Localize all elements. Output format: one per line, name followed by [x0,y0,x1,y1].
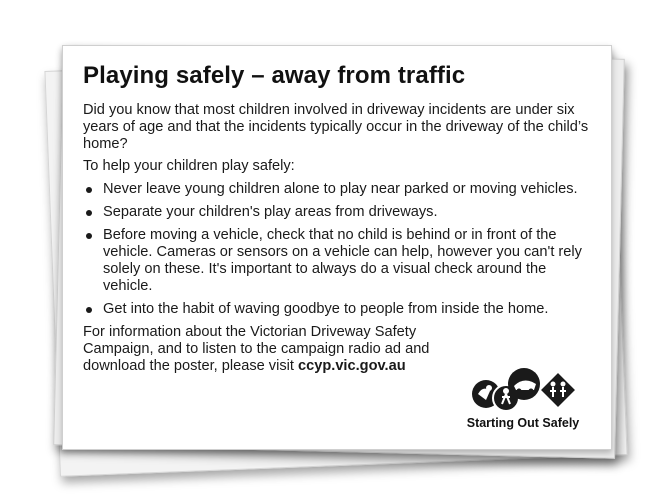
website-link[interactable]: ccyp.vic.gov.au [298,358,406,374]
bullet-icon [86,233,92,239]
safety-tips-list [83,181,591,318]
bullet-icon [86,307,92,313]
list-item [83,204,591,221]
car-icon [508,368,540,400]
logo-text: Starting Out Safely [466,416,580,430]
intro-paragraph: Did you know that most children involved in driveway incidents are under six years of age and that the incidents typically occur in the driveway of the child’s home? [83,102,589,152]
family-icon [540,372,576,408]
footer-paragraph [83,324,463,375]
bullet-icon [86,187,92,193]
footer-text: For information about the Victorian Driveway Safety Campaign, and to listen to the campaign radio ad and download the poster, please visit [83,324,430,374]
list-item [83,181,591,198]
lead-paragraph: To help your children play safely: [83,158,295,174]
list-item-text: Get into the habit of waving goodbye to people from inside the home. [103,301,549,317]
list-item-text: Never leave young children alone to play near parked or moving vehicles. [103,181,578,197]
logo-graphic [458,366,588,420]
bullet-icon [86,210,92,216]
list-item-text: Before moving a vehicle, check that no child is behind or in front of the vehicle. Cameras or sensors on a vehicle can help, however you can't rely solely on these. It's important to always do a visual check around the vehicle. [103,227,582,294]
list-item-text: Separate your children's play areas from driveways. [103,204,438,220]
starting-out-safely-logo [458,366,588,436]
page-title: Playing safely – away from traffic [83,62,466,89]
list-item [83,227,591,295]
list-item [83,301,591,318]
